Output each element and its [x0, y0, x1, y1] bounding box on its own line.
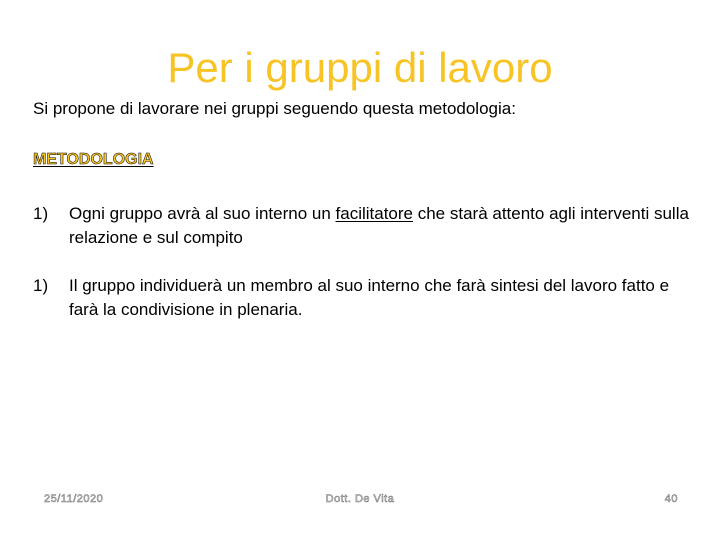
- list-item: [33, 274, 698, 322]
- list-item: [33, 202, 698, 250]
- facilitator-term: facilitatore: [335, 204, 413, 223]
- intro-text: Si propone di lavorare nei gruppi seguendo questa metodologia:: [33, 99, 516, 118]
- footer-author: Dott. De Vita: [325, 493, 395, 505]
- list-number: 1): [33, 276, 49, 295]
- list-item-text: [69, 202, 698, 250]
- list-item-text-after: che starà attento agli interventi sulla relazione e sul compito: [69, 204, 689, 247]
- footer-page-number: 40: [664, 493, 678, 505]
- list-item-text-before: Ogni gruppo avrà al suo interno un: [69, 204, 336, 223]
- footer-date: 25/11/2020: [44, 493, 104, 505]
- list-item-text: Il gruppo individuerà un membro al suo interno che farà sintesi del lavoro fatto e farà la condivisione in plenaria.: [69, 276, 670, 319]
- method-heading: METODOLOGIA: [33, 151, 154, 168]
- slide-title: Per i gruppi di lavoro: [167, 44, 553, 91]
- list-number: 1): [33, 204, 49, 223]
